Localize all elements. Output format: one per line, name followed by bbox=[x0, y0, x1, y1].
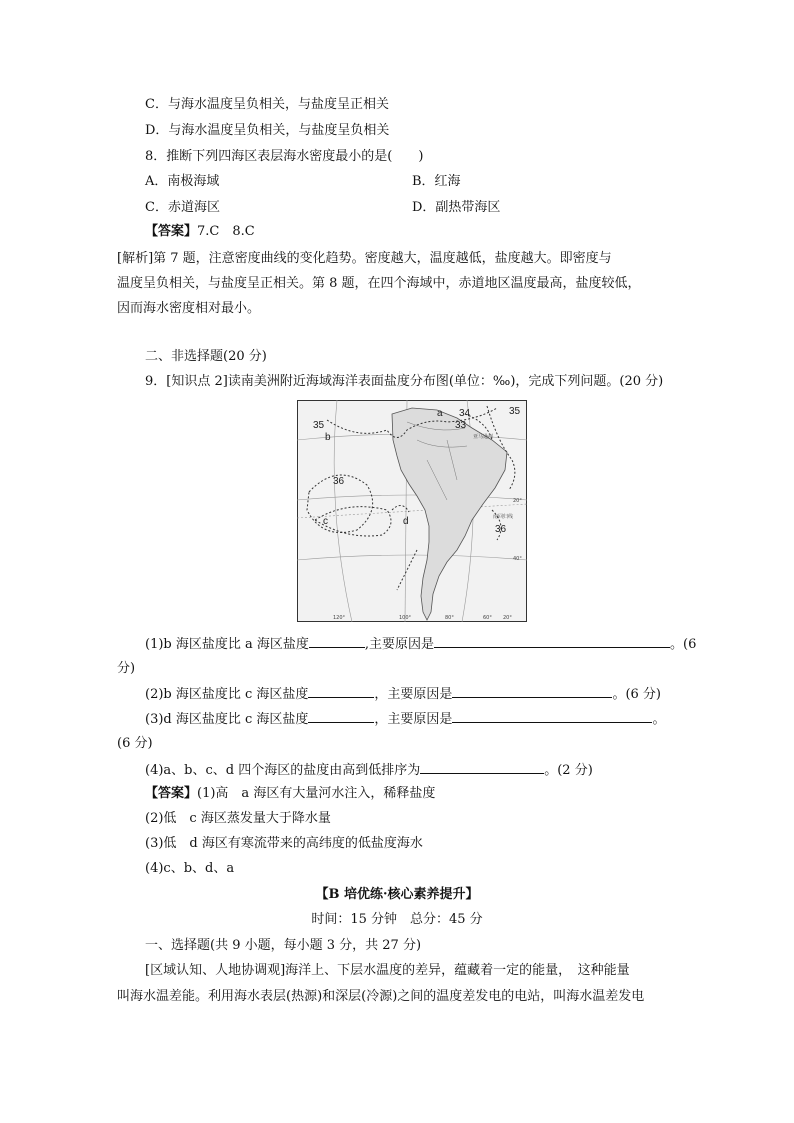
q8-option-a: A．南极海域 bbox=[145, 174, 220, 189]
q8-stem: 8．推断下列四海区表层海水密度最小的是( ) bbox=[145, 149, 424, 164]
map-label-lon60: 60° bbox=[483, 615, 492, 621]
map-label-lon120: 120° bbox=[333, 615, 346, 621]
map-label-35-left: 35 bbox=[313, 420, 325, 431]
map-label-a: a bbox=[437, 408, 443, 419]
q8-option-b: B．红海 bbox=[412, 174, 461, 189]
answer-block-1 bbox=[145, 223, 255, 241]
answer-line-1: (1)高 a 海区有大量河水注入，稀释盐度 bbox=[197, 786, 436, 801]
answer-blank[interactable] bbox=[452, 709, 652, 723]
answer-blank[interactable] bbox=[452, 684, 612, 698]
map-label-35-right: 35 bbox=[509, 406, 521, 417]
q9-stem: 9．[知识点 2]读南美洲附近海域海洋表面盐度分布图(单位：‰)，完成下列问题。(20 分) bbox=[145, 374, 664, 389]
answer-line-3: (3)低 d 海区有寒流带来的高纬度的低盐度海水 bbox=[145, 836, 423, 851]
q9-sub-2: (2)b 海区盐度比 c 海区盐度 ，主要原因是 。(6 分) bbox=[145, 684, 661, 704]
q7-option-c: C．与海水温度呈负相关，与盐度呈正相关 bbox=[145, 97, 389, 112]
section-2-title: 二、非选择题(20 分) bbox=[145, 349, 267, 364]
answer-text: 7.C 8.C bbox=[197, 224, 255, 239]
q9-sub-3-cont: (6 分) bbox=[117, 736, 153, 751]
analysis-line-2: 温度呈负相关，与盐度呈正相关。第 8 题，在四个海域中，赤道地区温度最高，盐度较低， bbox=[117, 276, 641, 291]
map-label-36-right: 36 bbox=[495, 524, 507, 535]
q9-sub-1: (1)b 海区盐度比 a 海区盐度 ,主要原因是 。(6 bbox=[145, 634, 696, 654]
answer-blank[interactable] bbox=[308, 709, 374, 723]
answer-line-2: (2)低 c 海区蒸发量大于降水量 bbox=[145, 811, 331, 826]
answer-block-2 bbox=[145, 785, 435, 803]
analysis-line-1: [解析]第 7 题，注意密度曲线的变化趋势。密度越大，温度越低，盐度越大。即密度与 bbox=[117, 251, 612, 266]
q9-sub-4: (4)a、b、c、d 四个海区的盐度由高到低排序为 。(2 分) bbox=[145, 760, 593, 780]
map-label-34: 34 bbox=[459, 408, 471, 419]
map-label-lon20: 20° bbox=[503, 615, 512, 621]
q8-option-c: C．赤道海区 bbox=[145, 200, 220, 215]
answer-blank[interactable] bbox=[308, 684, 374, 698]
analysis-line-3: 因而海水密度相对最小。 bbox=[117, 301, 261, 316]
map-label-36-left: 36 bbox=[333, 476, 345, 487]
answer-blank[interactable] bbox=[309, 634, 365, 648]
map-label-lat20: 20° bbox=[513, 498, 522, 504]
map-label-lon80: 80° bbox=[445, 615, 454, 621]
answer-line-4: (4)c、b、d、a bbox=[145, 861, 235, 876]
answer-tag: 【答案】 bbox=[145, 224, 198, 239]
map-label-tropic: 南回归线 bbox=[493, 514, 514, 520]
section-b-time: 时间：15 分钟 总分：45 分 bbox=[311, 912, 483, 927]
q9-sub-3: (3)d 海区盐度比 c 海区盐度 ，主要原因是 。 bbox=[145, 709, 665, 729]
answer-tag: 【答案】 bbox=[145, 786, 198, 801]
map-label-amazon: 亚马逊河 bbox=[473, 434, 494, 440]
section-b-intro-1: [区域认知、人地协调观]海洋上、下层水温度的差异，蕴藏着一定的能量， 这种能量 bbox=[145, 963, 630, 978]
answer-blank[interactable] bbox=[420, 760, 544, 774]
map-label-d: d bbox=[403, 516, 409, 527]
answer-blank[interactable] bbox=[434, 634, 670, 648]
section-b-title: 【B 培优练·核心素养提升】 bbox=[315, 887, 479, 902]
q9-sub-1-cont: 分) bbox=[117, 661, 136, 676]
map-label-lon100: 100° bbox=[399, 615, 412, 621]
map-label-c: c bbox=[323, 516, 328, 527]
q7-option-d: D．与海水温度呈负相关，与盐度呈负相关 bbox=[145, 123, 390, 138]
map-label-33: 33 bbox=[455, 420, 467, 431]
section-b-intro-2: 叫海水温差能。利用海水表层(热源)和深层(冷源)之间的温度差发电的电站，叫海水温差发电 bbox=[117, 989, 645, 1004]
map-label-b: b bbox=[325, 432, 331, 443]
salinity-map bbox=[297, 400, 527, 622]
map-label-lat40: 40° bbox=[513, 556, 522, 562]
section-b-part-1: 一、选择题(共 9 小题，每小题 3 分，共 27 分) bbox=[145, 938, 422, 953]
q8-option-d: D．副热带海区 bbox=[412, 200, 501, 215]
